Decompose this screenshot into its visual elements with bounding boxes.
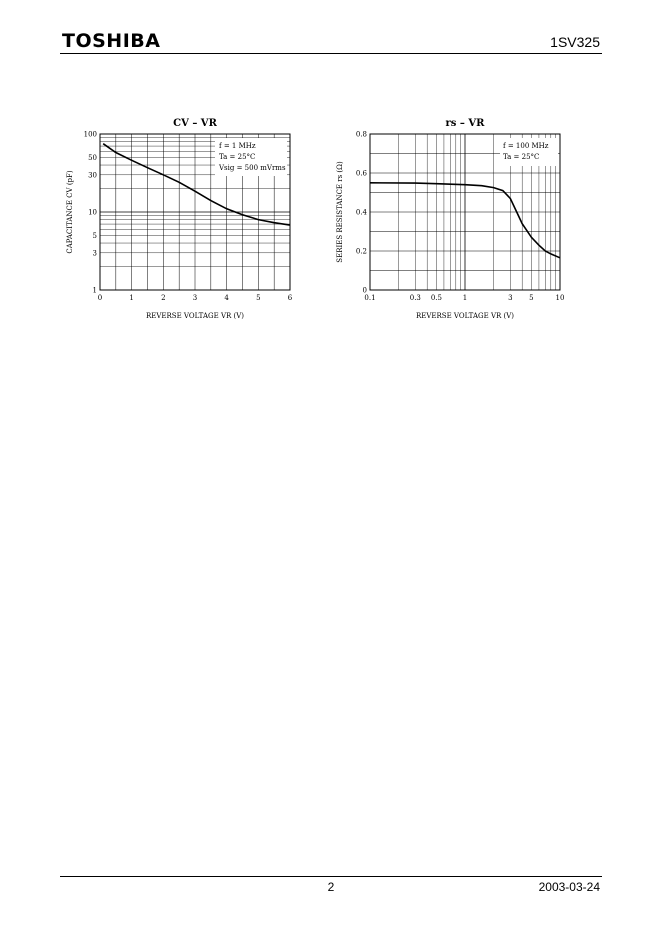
brand-logo: TOSHIBA bbox=[62, 30, 161, 52]
x-tick-label: 4 bbox=[224, 294, 229, 302]
x-tick-label: 10 bbox=[555, 294, 565, 302]
y-tick-label: 5 bbox=[92, 231, 97, 240]
x-tick-label: 0 bbox=[97, 294, 103, 302]
x-tick-label: 6 bbox=[287, 294, 293, 302]
x-tick-label: 0.3 bbox=[409, 294, 421, 302]
x-tick-label: 0.5 bbox=[430, 294, 442, 302]
y-tick-label: 50 bbox=[88, 153, 97, 162]
condition-text: f = 1 MHz bbox=[219, 142, 256, 150]
y-tick-label: 3 bbox=[92, 249, 97, 258]
x-tick-label: 5 bbox=[529, 294, 534, 302]
x-tick-label: 3 bbox=[508, 294, 513, 302]
part-number: 1SV325 bbox=[550, 34, 600, 50]
y-tick-label: 0 bbox=[362, 286, 367, 295]
y-tick-label: 100 bbox=[83, 130, 97, 139]
y-tick-label: 0.6 bbox=[355, 169, 367, 178]
x-tick-label: 0.1 bbox=[364, 294, 376, 302]
document-date: 2003-03-24 bbox=[538, 880, 600, 894]
x-tick-label: 1 bbox=[129, 294, 134, 302]
condition-text: Vsig = 500 mVrms bbox=[219, 164, 286, 172]
cv-vr-chart bbox=[60, 110, 310, 325]
page-number: 2 bbox=[327, 880, 335, 894]
condition-text: Ta = 25°C bbox=[503, 153, 540, 161]
y-tick-label: 0.2 bbox=[355, 247, 367, 256]
x-tick-label: 5 bbox=[256, 294, 261, 302]
y-tick-label: 1 bbox=[92, 286, 97, 295]
condition-text: f = 100 MHz bbox=[503, 142, 549, 150]
rs-vr-chart bbox=[330, 110, 580, 325]
x-axis-label: REVERSE VOLTAGE VR (V) bbox=[145, 312, 245, 320]
condition-text: Ta = 25°C bbox=[219, 153, 256, 161]
y-axis-label: CAPACITANCE CV (pF) bbox=[66, 170, 74, 254]
x-tick-label: 1 bbox=[462, 294, 468, 302]
y-tick-label: 30 bbox=[88, 171, 97, 180]
chart-title: rs – VR bbox=[445, 118, 485, 129]
y-tick-label: 0.8 bbox=[355, 130, 367, 139]
x-tick-label: 2 bbox=[161, 294, 166, 302]
x-tick-label: 3 bbox=[192, 294, 198, 302]
header-rule bbox=[60, 53, 602, 54]
chart-title: CV – VR bbox=[173, 118, 217, 129]
y-tick-label: 0.4 bbox=[355, 208, 367, 217]
x-axis-label: REVERSE VOLTAGE VR (V) bbox=[415, 312, 515, 320]
y-tick-label: 10 bbox=[88, 208, 97, 217]
y-axis-label: SERIES RESISTANCE rs (Ω) bbox=[336, 161, 344, 263]
footer-rule bbox=[60, 876, 602, 877]
